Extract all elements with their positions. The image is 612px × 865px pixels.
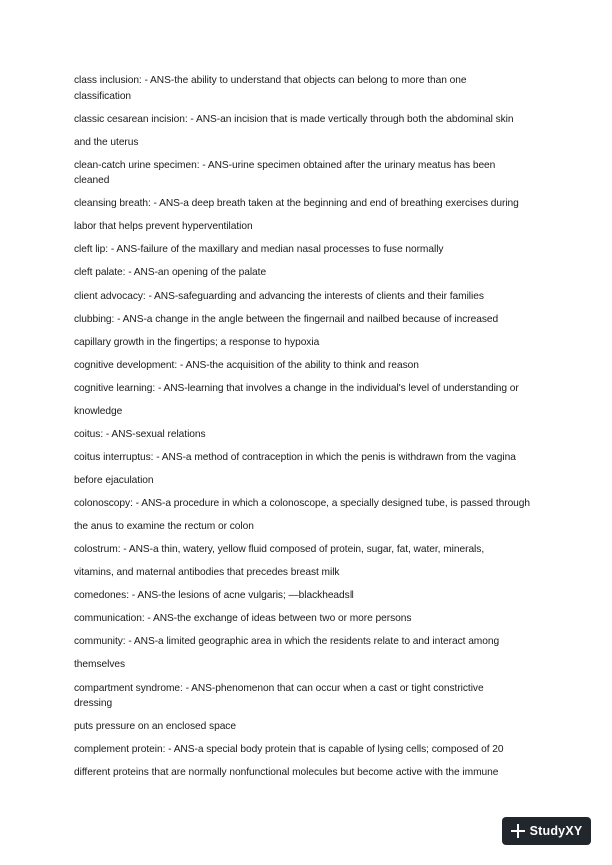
line-10: cleft palate: - ANS-an opening of the palate: [74, 267, 267, 278]
line-23: vitamins, and maternal antibodies that precedes breast milk: [74, 567, 340, 578]
line-29: dressing: [74, 698, 113, 709]
studyxy-watermark: [502, 817, 591, 845]
line-11: client advocacy: - ANS-safeguarding and advancing the interests of clients and their families: [74, 291, 484, 302]
line-19: before ejaculation: [74, 475, 154, 486]
line-14: cognitive development: - ANS-the acquisition of the ability to think and reason: [74, 360, 419, 371]
line-31: complement protein: - ANS-a special body protein that is capable of lysing cells; composed of 20: [74, 744, 504, 755]
line-6: cleaned: [74, 175, 110, 186]
plus-icon: [511, 824, 525, 838]
line-13: capillary growth in the fingertips; a response to hypoxia: [74, 337, 320, 348]
line-27: themselves: [74, 659, 126, 670]
line-5: clean-catch urine specimen: - ANS-urine specimen obtained after the urinary meatus has been: [74, 160, 496, 171]
line-25: communication: - ANS-the exchange of ideas between two or more persons: [74, 613, 412, 624]
line-7: cleansing breath: - ANS-a deep breath taken at the beginning and end of breathing exercises during: [74, 198, 519, 209]
line-32: different proteins that are normally nonfunctional molecules but become active with the immune: [74, 767, 499, 778]
line-17: coitus: - ANS-sexual relations: [74, 429, 206, 440]
line-20: colonoscopy: - ANS-a procedure in which a colonoscope, a specially designed tube, is passed through: [74, 498, 531, 509]
watermark-text: StudyXY: [529, 824, 583, 838]
line-15: cognitive learning: - ANS-learning that involves a change in the individual's level of understanding or: [74, 383, 519, 394]
line-2: classification: [74, 91, 132, 102]
line-4: and the uterus: [74, 137, 139, 148]
line-1: class inclusion: - ANS-the ability to understand that objects can belong to more than one: [74, 75, 467, 86]
line-3: classic cesarean incision: - ANS-an incision that is made vertically through both the abdominal skin: [74, 114, 514, 125]
line-24: comedones: - ANS-the lesions of acne vulgaris; —blackheads‖: [74, 590, 354, 601]
line-28: compartment syndrome: - ANS-phenomenon that can occur when a cast or tight constrictive: [74, 683, 484, 694]
line-18: coitus interruptus: - ANS-a method of contraception in which the penis is withdrawn from the vagina: [74, 452, 516, 463]
line-16: knowledge: [74, 406, 123, 417]
line-9: cleft lip: - ANS-failure of the maxillary and median nasal processes to fuse normally: [74, 244, 444, 255]
line-26: community: - ANS-a limited geographic area in which the residents relate to and interact among: [74, 636, 500, 647]
line-21: the anus to examine the rectum or colon: [74, 521, 254, 532]
line-12: clubbing: - ANS-a change in the angle between the fingernail and nailbed because of increased: [74, 314, 499, 325]
line-8: labor that helps prevent hyperventilation: [74, 221, 253, 232]
line-30: puts pressure on an enclosed space: [74, 721, 236, 732]
line-22: colostrum: - ANS-a thin, watery, yellow fluid composed of protein, sugar, fat, water, minerals,: [74, 544, 485, 555]
